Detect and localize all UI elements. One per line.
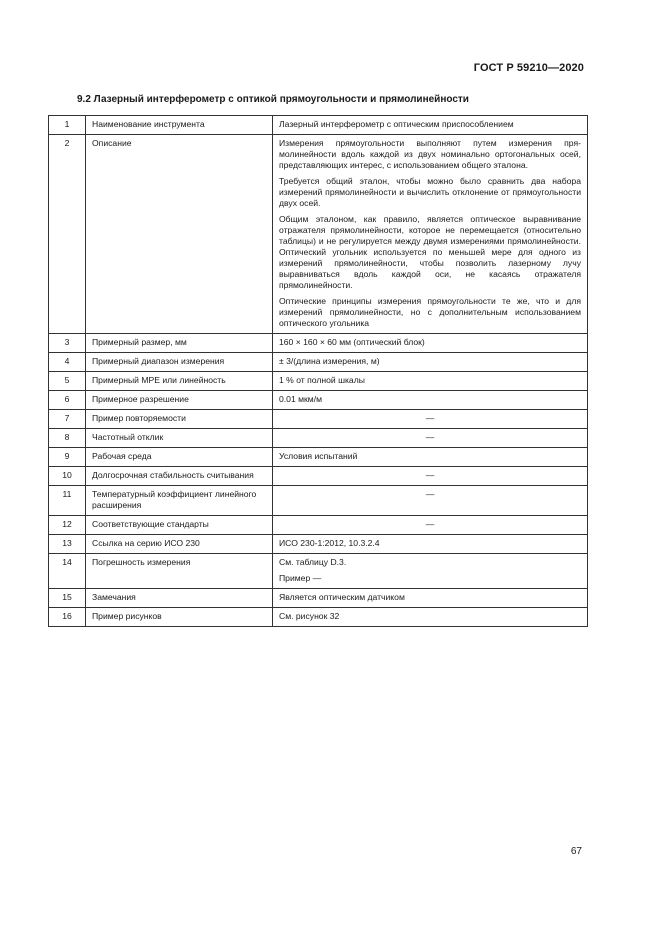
- row-label: Примерный размер, мм: [86, 334, 273, 353]
- specification-table: [48, 115, 588, 627]
- row-number: 12: [49, 516, 86, 535]
- table-row: [49, 608, 588, 627]
- row-value: —: [273, 410, 588, 429]
- table-row: [49, 516, 588, 535]
- row-value: Лазерный интерферометр с оптическим приспособлением: [273, 116, 588, 135]
- description-paragraph: Общим эталоном, как правило, является оптическое выравнивание отражателя прямолинейности, которое не перемещается (относительно таблицы) и не регулируется между двумя измерениями прямолинейности. Оптический угольник используется по меньшей мере для одного из измерений прямолинейности, чтобы позволить лазерному лучу выравниваться вдоль каждой оси, не касаясь отражателя прямолинейности.: [279, 214, 581, 290]
- row-number: 14: [49, 554, 86, 589]
- row-value: 1 % от полной шкалы: [273, 372, 588, 391]
- row-value: См. рисунок 32: [273, 608, 588, 627]
- document-standard-header: ГОСТ Р 59210—2020: [473, 62, 584, 74]
- row-value: —: [273, 516, 588, 535]
- row-number: 2: [49, 135, 86, 334]
- row-number: 16: [49, 608, 86, 627]
- row-value: Является оптическим датчиком: [273, 589, 588, 608]
- row-value: —: [273, 467, 588, 486]
- table-row: [49, 589, 588, 608]
- row-number: 6: [49, 391, 86, 410]
- row-number: 10: [49, 467, 86, 486]
- table-row: [49, 486, 588, 516]
- table-row: [49, 554, 588, 589]
- row-label: Долгосрочная стабильность считывания: [86, 467, 273, 486]
- row-number: 3: [49, 334, 86, 353]
- row-value: ИСО 230-1:2012, 10.3.2.4: [273, 535, 588, 554]
- row-number: 1: [49, 116, 86, 135]
- row-label: Примерное разрешение: [86, 391, 273, 410]
- row-number: 5: [49, 372, 86, 391]
- row-label: Погрешность измерения: [86, 554, 273, 589]
- table-row: [49, 448, 588, 467]
- row-value: ± 3/(длина измерения, м): [273, 353, 588, 372]
- table-row: [49, 334, 588, 353]
- table-row: [49, 372, 588, 391]
- row-value-line: Пример —: [279, 573, 322, 583]
- table-row: [49, 391, 588, 410]
- row-label: Описание: [86, 135, 273, 334]
- row-label: Температурный коэффициент линейного расширения: [86, 486, 273, 516]
- row-number: 15: [49, 589, 86, 608]
- row-number: 4: [49, 353, 86, 372]
- description-paragraph: Оптические принципы измерения прямоугольности те же, что и для измерений прямолинейности, но с дополнительным использованием оптического угольника: [279, 296, 581, 328]
- table-row: [49, 135, 588, 334]
- table-row: [49, 353, 588, 372]
- row-label: Пример рисунков: [86, 608, 273, 627]
- row-value: Условия испытаний: [273, 448, 588, 467]
- row-label: Примерный MPE или линейность: [86, 372, 273, 391]
- page-number: 67: [570, 846, 582, 857]
- row-label: Примерный диапазон измерения: [86, 353, 273, 372]
- table-row: [49, 467, 588, 486]
- row-value: —: [273, 486, 588, 516]
- row-label: Частотный отклик: [86, 429, 273, 448]
- row-number: 11: [49, 486, 86, 516]
- table-row: [49, 410, 588, 429]
- row-label: Наименование инструмента: [86, 116, 273, 135]
- row-number: 13: [49, 535, 86, 554]
- row-label: Соответствующие стандарты: [86, 516, 273, 535]
- table-row: [49, 116, 588, 135]
- row-value: 160 × 160 × 60 мм (оптический блок): [273, 334, 588, 353]
- row-number: 7: [49, 410, 86, 429]
- row-value: [273, 135, 588, 334]
- row-value: —: [273, 429, 588, 448]
- row-label: Замечания: [86, 589, 273, 608]
- row-number: 9: [49, 448, 86, 467]
- description-paragraph: Требуется общий эталон, чтобы можно было сравнить два набора измерений прямолинейности и вычислить отклонение от прямоугольности двух осей.: [279, 176, 581, 208]
- row-label: Ссылка на серию ИСО 230: [86, 535, 273, 554]
- row-value: [273, 554, 588, 589]
- row-label: Рабочая среда: [86, 448, 273, 467]
- table-row: [49, 429, 588, 448]
- row-label: Пример повторяемости: [86, 410, 273, 429]
- table-row: [49, 535, 588, 554]
- description-paragraph: Измерения прямоугольности выполняют путем измерения прямолинейности вдоль каждой из двух номинально ортогональных осей, представляющих интерес, с использованием общего эталона.: [279, 138, 581, 170]
- row-number: 8: [49, 429, 86, 448]
- row-value: 0.01 мкм/м: [273, 391, 588, 410]
- row-value-line: См. таблицу D.3.: [279, 557, 347, 567]
- section-title: 9.2 Лазерный интерферометр с оптикой прямоугольности и прямолинейности: [77, 94, 469, 105]
